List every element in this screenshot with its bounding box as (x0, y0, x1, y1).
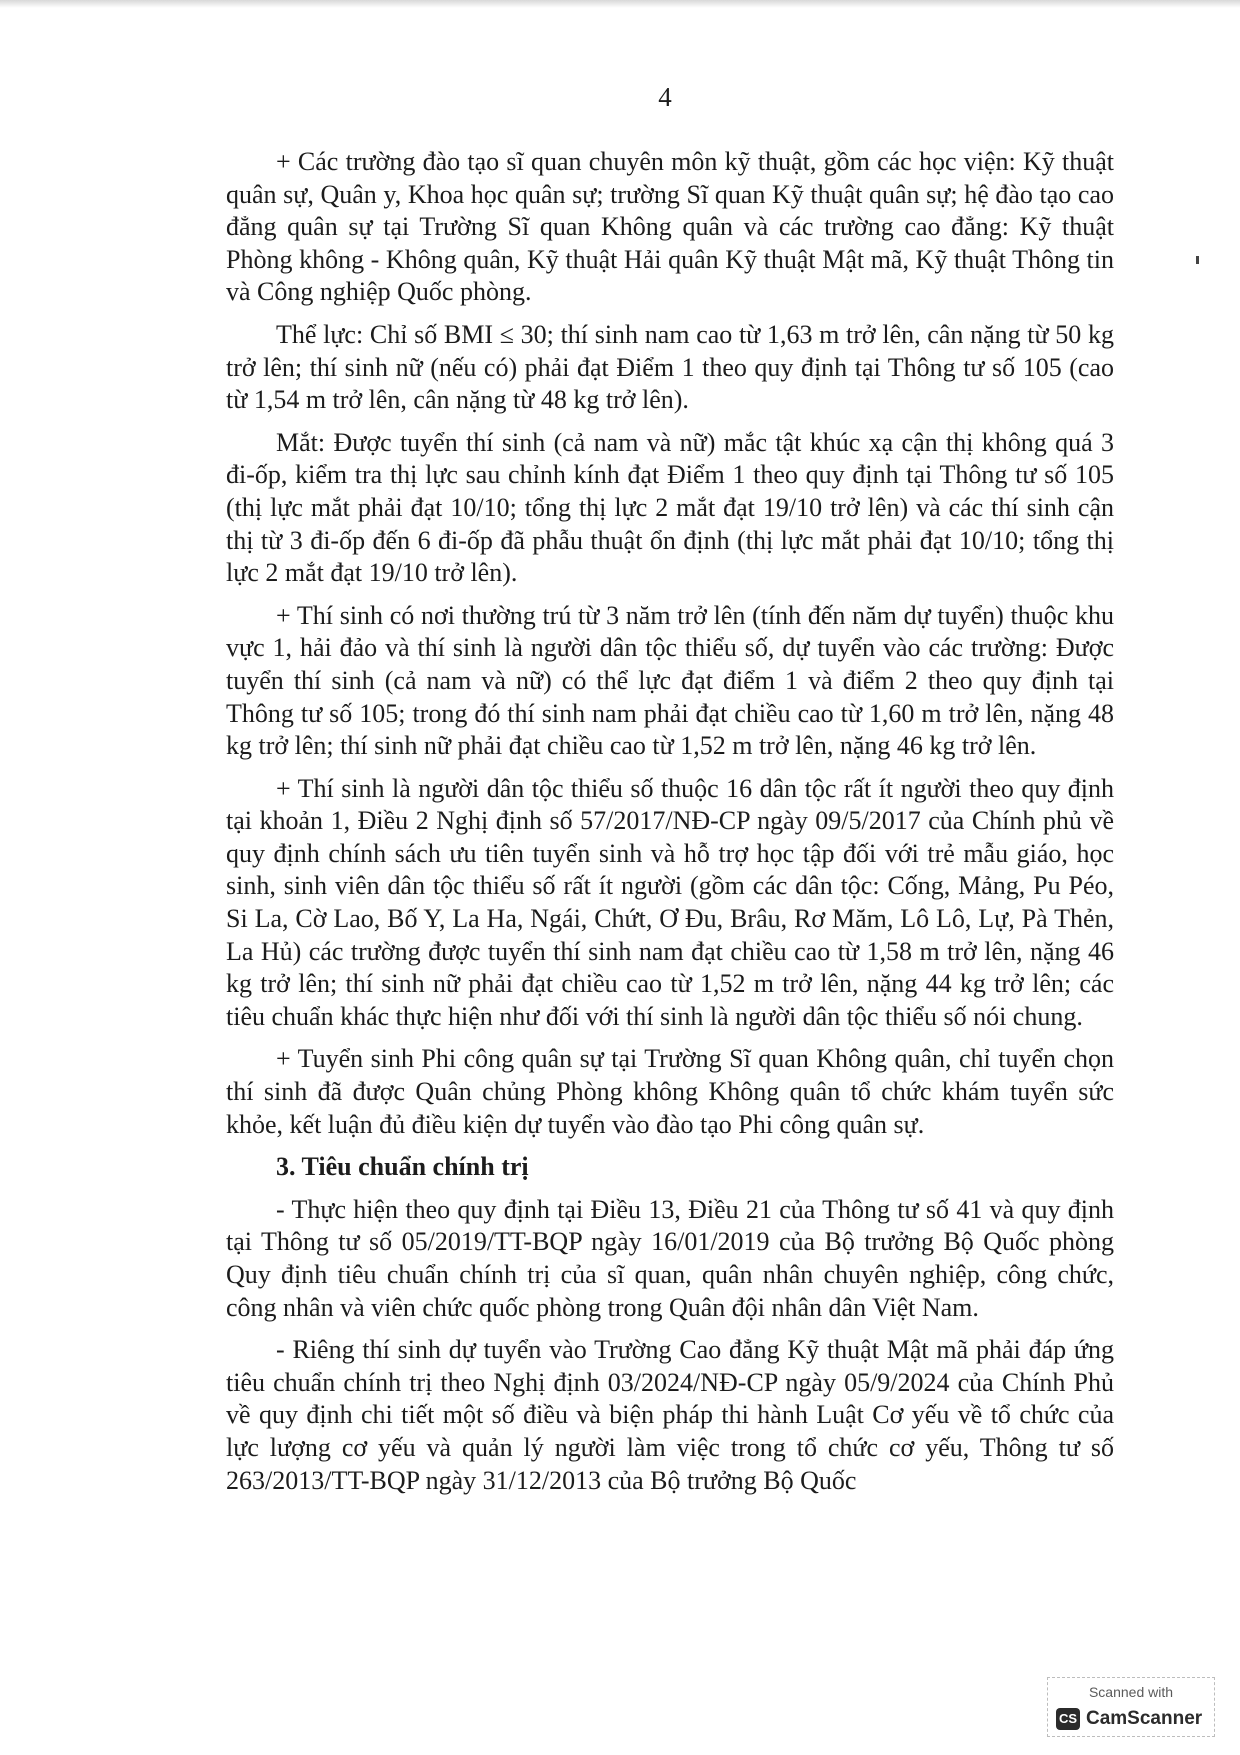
paragraph-pilot-recruitment: + Tuyển sinh Phi công quân sự tại Trường Sĩ quan Không quân, chỉ tuyển chọn thí sinh đã được Quân chủng Phòng không Không quân tổ chức khám tuyển sức khỏe, kết luận đủ điều kiện dự tuyển vào đào tạo Phi công quân sự. (226, 1044, 1114, 1139)
section-heading: 3. Tiêu chuẩn chính trị (276, 1152, 529, 1182)
paragraph-physical-fitness: Thể lực: Chỉ số BMI ≤ 30; thí sinh nam cao từ 1,63 m trở lên, cân nặng từ 50 kg trở lên; thí sinh nữ (nếu có) phải đạt Điểm 1 theo quy định tại Thông tư số 105 (cao từ 1,54 m trở lên, cân nặng từ 48 kg trở lên). (226, 319, 1114, 415)
watermark-brand: CamScanner (1086, 1708, 1203, 1729)
paragraph-eyes: Mắt: Được tuyển thí sinh (cả nam và nữ) mắc tật khúc xạ cận thị không quá 3 đi-ốp, kiểm tra thị lực sau chỉnh kính đạt Điểm 1 theo quy định tại Thông tư số 105 (thị lực mắt phải đạt 10/10; tổng thị lực 2 mắt đạt 19/10 trở lên) và các thí sinh cận thị từ 3 đi-ốp đến 6 đi-ốp đã phẫu thuật ổn định (thị lực mắt phải đạt 10/10; tổng thị lực 2 mắt đạt 19/10 trở lên). (226, 427, 1114, 588)
watermark-caption: Scanned with (1088, 1684, 1174, 1700)
camscanner-logo-icon: CS (1056, 1708, 1080, 1730)
paragraph-region-1-candidates: + Thí sinh có nơi thường trú từ 3 năm trở lên (tính đến năm dự tuyển) thuộc khu vực 1, hải đảo và thí sinh là người dân tộc thiểu số, dự tuyển vào các trường: Được tuyển thí sinh (cả nam và nữ) có thể lực đạt điểm 1 và điểm 2 theo quy định tại Thông tư số 105; trong đó thí sinh nam phải đạt chiều cao từ 1,60 m trở lên, nặng 48 kg trở lên; thí sinh nữ phải đạt chiều cao từ 1,52 m trở lên, nặng 46 kg trở lên. (226, 600, 1114, 761)
paragraph-technical-schools: + Các trường đào tạo sĩ quan chuyên môn kỹ thuật, gồm các học viện: Kỹ thuật quân sự, Quân y, Khoa học quân sự; trường Sĩ quan Kỹ thuật quân sự; hệ đào tạo cao đẳng quân sự tại Trường Sĩ quan Không quân và các trường cao đẳng: Kỹ thuật Phòng không - Không quân, Kỹ thuật Hải quân Kỹ thuật Mật mã, Kỹ thuật Thông tin và Công nghiệp Quốc phòng. (226, 147, 1114, 307)
scan-edge (0, 0, 1240, 8)
camscanner-watermark (1047, 1677, 1215, 1737)
page-number: 4 (658, 82, 672, 112)
paragraph-political-standard: - Thực hiện theo quy định tại Điều 13, Điều 21 của Thông tư số 41 và quy định tại Thông tư số 05/2019/TT-BQP ngày 16/01/2019 của Bộ trưởng Bộ Quốc phòng Quy định tiêu chuẩn chính trị của sĩ quan, quân nhân chuyên nghiệp, công chức, công nhân và viên chức quốc phòng trong Quân đội nhân dân Việt Nam. (226, 1194, 1114, 1322)
paragraph-cipher-school: - Riêng thí sinh dự tuyển vào Trường Cao đẳng Kỹ thuật Mật mã phải đáp ứng tiêu chuẩn chính trị theo Nghị định 03/2024/NĐ-CP ngày 05/9/2024 của Chính Phủ về quy định chi tiết một số điều và biện pháp thi hành Luật Cơ yếu về tổ chức của lực lượng cơ yếu và quản lý người làm việc trong tổ chức cơ yếu, Thông tư số 263/2013/TT-BQP ngày 31/12/2013 của Bộ trưởng Bộ Quốc (226, 1335, 1114, 1495)
document-body (226, 146, 1114, 1507)
scan-mark (1196, 256, 1199, 264)
paragraph-ethnic-minority-candidates: + Thí sinh là người dân tộc thiểu số thuộc 16 dân tộc rất ít người theo quy định tại khoản 1, Điều 2 Nghị định số 57/2017/NĐ-CP ngày 09/5/2017 của Chính phủ về quy định chính sách ưu tiên tuyển sinh và hỗ trợ học tập đối với trẻ mẫu giáo, học sinh, sinh viên dân tộc thiểu số rất ít người (gồm các dân tộc: Cống, Mảng, Pu Péo, Si La, Cờ Lao, Bố Y, La Ha, Ngái, Chứt, Ơ Đu, Brâu, Rơ Măm, Lô Lô, Lự, Pà Thẻn, La Hủ) các trường được tuyển thí sinh nam đạt chiều cao từ 1,58 m trở lên, nặng 46 kg trở lên; thí sinh nữ phải đạt chiều cao từ 1,52 m trở lên, nặng 44 kg trở lên; các tiêu chuẩn khác thực hiện như đối với thí sinh là người dân tộc thiểu số nói chung. (226, 773, 1114, 1031)
